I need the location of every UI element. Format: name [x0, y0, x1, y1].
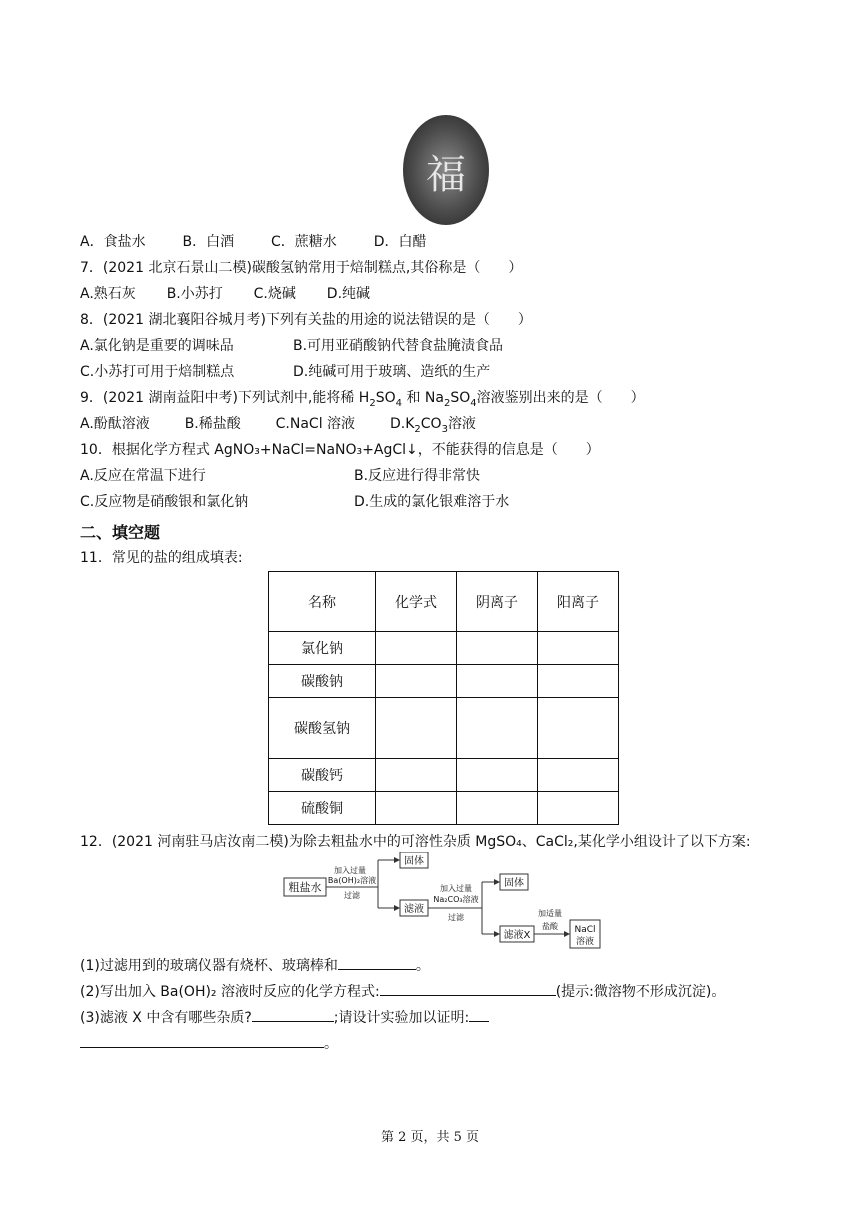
answer-blank[interactable]: [469, 1007, 489, 1022]
q6-option-a: A．食盐水: [80, 234, 146, 250]
q9-option-d-part: D.K: [389, 416, 415, 432]
empty-cell[interactable]: [538, 632, 619, 665]
subscript: 4: [395, 397, 402, 409]
row-name: 碳酸钙: [269, 759, 376, 792]
empty-cell[interactable]: [538, 792, 619, 825]
q10-option-a: A.反应在常温下进行: [80, 468, 206, 484]
q12-part1-end: 。: [415, 958, 430, 974]
table-row: [269, 792, 619, 825]
q6-options: [80, 233, 426, 251]
step3-top: 加适量: [538, 909, 562, 918]
q9-options: [80, 415, 476, 439]
subscript: 2: [414, 423, 421, 435]
q8-option-c: C.小苏打可用于焙制糕点: [80, 364, 235, 380]
row-name: 硫酸铜: [269, 792, 376, 825]
row-name: 碳酸氢钠: [269, 698, 376, 759]
q7-option-c: C.烧碱: [253, 286, 296, 302]
q8-option-b: B.可用亚硝酸钠代替食盐腌渍食品: [293, 338, 504, 354]
q12-part3-continued: [80, 1033, 338, 1053]
empty-cell[interactable]: [457, 792, 538, 825]
q6-option-c: C．蔗糖水: [271, 234, 337, 250]
subscript: 2: [443, 397, 451, 409]
page-footer: 第 2 页，共 5 页: [380, 1130, 480, 1145]
q12-stem: 12．(2021 河南驻马店汝南二模)为除去粗盐水中的可溶性杂质 MgSO₄、CaCl₂,某化学小组设计了以下方案:: [80, 834, 751, 850]
q9-stem-part: SO: [450, 390, 471, 406]
step1-top2: Ba(OH)₂溶液: [327, 876, 377, 885]
empty-cell[interactable]: [376, 759, 457, 792]
header-name: 名称: [269, 572, 376, 632]
q12-part3-end: 。: [324, 1036, 338, 1052]
q12-part2: [80, 981, 725, 1001]
header-cation: 阳离子: [538, 572, 619, 632]
row-name: 碳酸钠: [269, 665, 376, 698]
q9-stem-part: 溶液鉴别出来的是（ ）: [476, 390, 645, 406]
purification-flowchart: [280, 852, 610, 950]
q12-part3-mid: ;请设计实验加以证明:: [333, 1010, 470, 1026]
q9-option-a: A.酚酞溶液: [80, 416, 150, 432]
answer-blank[interactable]: [338, 955, 416, 970]
q6-option-b: B．白酒: [182, 234, 235, 250]
empty-cell[interactable]: [538, 665, 619, 698]
label-solid2: 固体: [504, 878, 524, 889]
header-formula: 化学式: [376, 572, 457, 632]
table-row: [269, 759, 619, 792]
step2-bottom: 过滤: [448, 913, 464, 922]
label-start: 粗盐水: [288, 881, 322, 894]
empty-cell[interactable]: [376, 698, 457, 759]
subscript: 3: [441, 423, 448, 435]
fu-character-image: [403, 115, 489, 225]
step1-top1: 加入过量: [334, 866, 366, 875]
answer-blank[interactable]: [252, 1007, 334, 1022]
q7-stem: 7．(2021 北京石景山二模)碳酸氢钠常用于焙制糕点,其俗称是（ ）: [80, 260, 523, 276]
answer-blank[interactable]: [80, 1033, 324, 1048]
q12-part3: [80, 1007, 489, 1027]
q10-option-d: D.生成的氯化银难溶于水: [354, 494, 510, 510]
q12-part1: [80, 955, 430, 975]
q11-stem: 11．常见的盐的组成填表:: [80, 550, 243, 566]
salt-composition-table: [268, 571, 619, 825]
table-row: [269, 698, 619, 759]
q6-option-d: D．白醋: [373, 234, 427, 250]
q8-option-a: A.氯化钠是重要的调味品: [80, 338, 234, 354]
q10-stem: 10．根据化学方程式 AgNO₃+NaCl=NaNO₃+AgCl↓，不能获得的信息是（ ）: [80, 442, 600, 458]
empty-cell[interactable]: [376, 792, 457, 825]
step1-bottom: 过滤: [344, 891, 360, 900]
q7-option-b: B.小苏打: [166, 286, 223, 302]
q9-option-d: [389, 416, 476, 435]
step3-bottom: 盐酸: [542, 922, 558, 931]
label-filtrate-x: 滤液X: [503, 930, 531, 941]
empty-cell[interactable]: [457, 665, 538, 698]
q9-option-b: B.稀盐酸: [184, 416, 241, 432]
q9-stem-part: SO: [375, 390, 396, 406]
q12-part3-text: (3)滤液 X 中含有哪些杂质?: [80, 1010, 252, 1026]
empty-cell[interactable]: [457, 759, 538, 792]
q7-options: [80, 285, 370, 303]
subscript: 2: [369, 397, 376, 409]
q12-part2-text: (2)写出加入 Ba(OH)₂ 溶液时反应的化学方程式:: [80, 984, 380, 1000]
row-name: 氯化钠: [269, 632, 376, 665]
q7-option-a: A.熟石灰: [80, 286, 136, 302]
answer-blank[interactable]: [380, 981, 556, 996]
table-row: [269, 632, 619, 665]
q9-option-c: C.NaCl 溶液: [275, 416, 356, 432]
fu-character: 福: [426, 152, 466, 198]
q9-stem: [80, 389, 645, 413]
q7-option-d: D.纯碱: [326, 286, 371, 302]
q8-option-d: D.纯碱可用于玻璃、造纸的生产: [293, 364, 491, 380]
empty-cell[interactable]: [538, 698, 619, 759]
empty-cell[interactable]: [457, 698, 538, 759]
step2-top2: Na₂CO₃溶液: [433, 895, 479, 904]
subscript: 4: [470, 397, 477, 409]
q9-option-d-part: CO: [420, 416, 442, 432]
q10-option-c: C.反应物是硝酸银和氯化钠: [80, 494, 249, 510]
empty-cell[interactable]: [457, 632, 538, 665]
header-anion: 阴离子: [457, 572, 538, 632]
empty-cell[interactable]: [538, 759, 619, 792]
step2-top1: 加入过量: [440, 884, 472, 893]
q12-part2-end: (提示:微溶物不形成沉淀)。: [555, 984, 726, 1000]
label-solid1: 固体: [404, 856, 424, 867]
table-header-row: [269, 572, 619, 632]
table-row: [269, 665, 619, 698]
q12-part1-text: (1)过滤用到的玻璃仪器有烧杯、玻璃棒和: [80, 958, 338, 974]
label-solution: 溶液: [575, 937, 595, 947]
label-nacl: NaCl: [574, 925, 596, 935]
q8-stem: 8．(2021 湖北襄阳谷城月考)下列有关盐的用途的说法错误的是（ ）: [80, 312, 532, 328]
q9-stem-part: 9．(2021 湖南益阳中考)下列试剂中,能将稀 H: [80, 390, 370, 406]
section-heading: 二、填空题: [80, 523, 161, 542]
label-filtrate1: 滤液: [404, 904, 424, 915]
q9-stem-part: 和 Na: [406, 390, 444, 406]
empty-cell[interactable]: [376, 665, 457, 698]
q9-option-d-part: 溶液: [447, 416, 476, 432]
q10-option-b: B.反应进行得非常快: [354, 468, 481, 484]
empty-cell[interactable]: [376, 632, 457, 665]
